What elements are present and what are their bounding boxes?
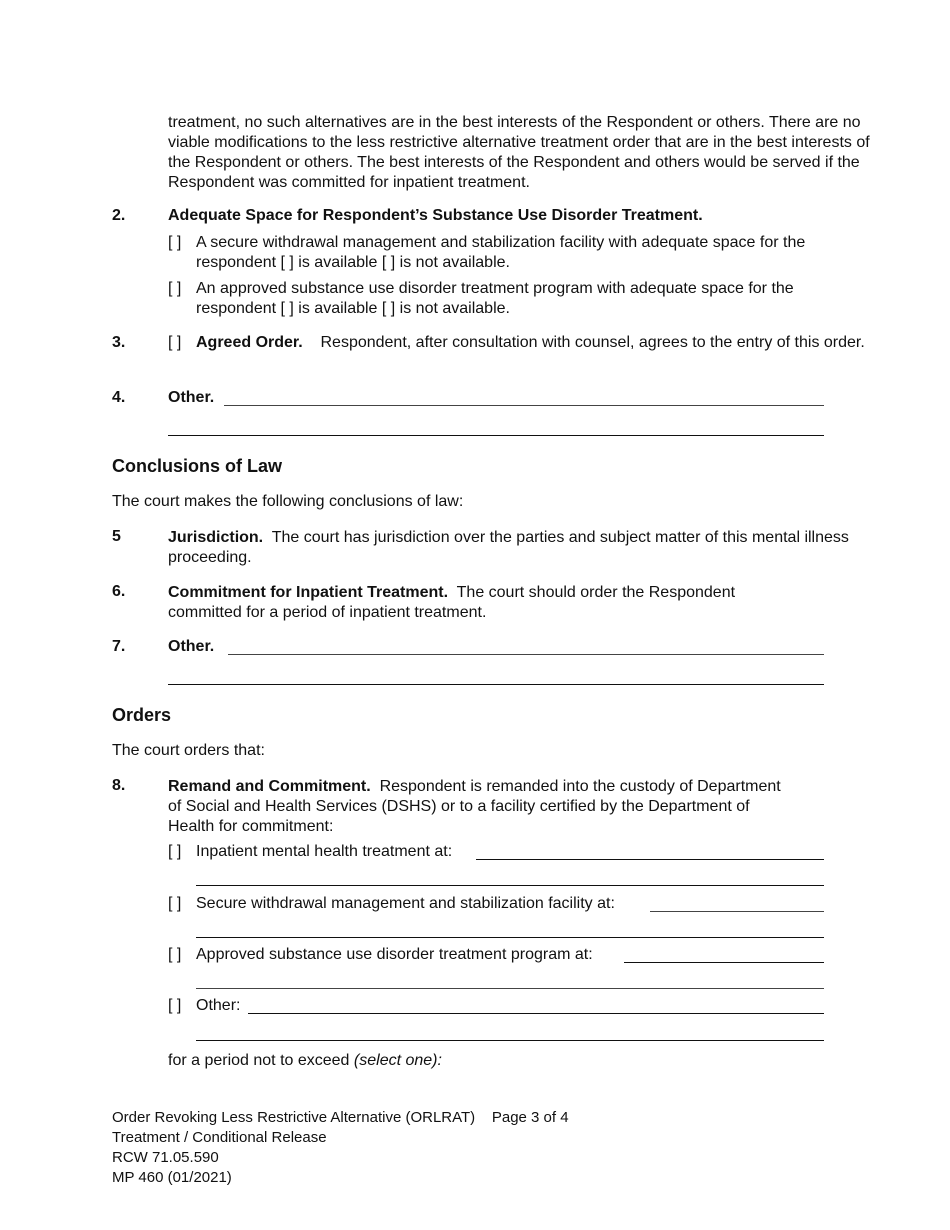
inpatient-label: Inpatient mental health treatment at: (196, 843, 453, 860)
item-2-title: Adequate Space for Respondent’s Substance Use Disorder Treatment. (168, 207, 703, 224)
sud-program-blank-line-2[interactable] (196, 988, 824, 989)
other-label: Other: (196, 997, 241, 1014)
item-6-text (168, 583, 808, 623)
item-8-title: Remand and Commitment. (168, 778, 371, 795)
item-4-number: 4. (112, 389, 126, 406)
footer-line-1 (112, 1108, 569, 1128)
item-8-body: Respondent is remanded into the custody of Department of Social and Health Services (DSHS) or to a facility certified by the Department of Health for commitment: (168, 778, 781, 835)
footer-page-number: Page 3 of 4 (491, 1109, 569, 1126)
withdrawal-checkbox[interactable]: [ ] (168, 895, 182, 912)
footer-line-4: MP 460 (01/2021) (112, 1169, 232, 1186)
item-3-title: Agreed Order. (196, 334, 303, 351)
inpatient-checkbox[interactable]: [ ] (168, 843, 182, 860)
footer-form-title: Order Revoking Less Restrictive Alternative (ORLRAT) (112, 1109, 476, 1126)
item-6-number: 6. (112, 583, 126, 600)
item-4-title: Other. (168, 389, 215, 406)
item-8-number: 8. (112, 777, 126, 794)
period-line (168, 1052, 442, 1070)
item-2-option-1-checkbox[interactable]: [ ] (168, 234, 182, 251)
footer-line-2: Treatment / Conditional Release (112, 1129, 327, 1146)
item-2-option-2-checkbox[interactable]: [ ] (168, 280, 182, 297)
item-5-number: 5 (112, 528, 121, 545)
withdrawal-label: Secure withdrawal management and stabilization facility at: (196, 895, 615, 912)
item-4-blank-line-1[interactable] (224, 405, 824, 406)
withdrawal-blank-line-2[interactable] (196, 937, 824, 938)
footer-line-3: RCW 71.05.590 (112, 1149, 219, 1166)
conclusions-intro: The court makes the following conclusions of law: (112, 493, 464, 510)
item-3-number: 3. (112, 334, 126, 351)
other-blank-line-2[interactable] (196, 1040, 824, 1041)
item-7-title: Other. (168, 638, 215, 655)
footer (112, 1108, 569, 1188)
inpatient-blank-line-1[interactable] (476, 859, 824, 860)
item-5-text (168, 528, 858, 568)
withdrawal-blank-line-1[interactable] (650, 911, 824, 912)
item-2-number: 2. (112, 207, 126, 224)
item-7-blank-line-1[interactable] (228, 654, 824, 655)
orders-intro: The court orders that: (112, 742, 265, 759)
item-6-body: The court should order the Respondent committed for a period of inpatient treatment. (168, 584, 736, 621)
item-7-number: 7. (112, 638, 126, 655)
item-6-title: Commitment for Inpatient Treatment. (168, 584, 449, 601)
inpatient-blank-line-2[interactable] (196, 885, 824, 886)
item-7-blank-line-2[interactable] (168, 684, 824, 685)
sud-program-checkbox[interactable]: [ ] (168, 946, 182, 963)
item-3-text (196, 333, 868, 353)
orders-heading: Orders (112, 705, 172, 725)
item-4-blank-line-2[interactable] (168, 435, 824, 436)
sud-program-label: Approved substance use disorder treatment program at: (196, 946, 593, 963)
other-checkbox[interactable]: [ ] (168, 997, 182, 1014)
conclusions-heading: Conclusions of Law (112, 456, 283, 476)
sud-program-blank-line-1[interactable] (624, 962, 824, 963)
item-2-option-1-text: A secure withdrawal management and stabilization facility with adequate space for the respondent [ ] is available [ ] is not available. (196, 234, 806, 271)
item-3-checkbox[interactable]: [ ] (168, 334, 182, 351)
item-5-title: Jurisdiction. (168, 529, 264, 546)
item-2-option-2-text: An approved substance use disorder treatment program with adequate space for the respondent [ ] is available [ ] is not available. (196, 280, 794, 317)
other-blank-line-1[interactable] (248, 1013, 824, 1014)
item-3-body: Respondent, after consultation with counsel, agrees to the entry of this order. (320, 334, 865, 351)
period-label: for a period not to exceed (168, 1052, 350, 1069)
period-note: (select one): (353, 1052, 442, 1069)
item-8-text (168, 777, 788, 837)
item-5-body: The court has jurisdiction over the parties and subject matter of this mental illness proceeding. (168, 529, 849, 566)
intro-paragraph: treatment, no such alternatives are in the best interests of the Respondent or others. There are no viable modifications to the less restrictive alternative treatment order that are in the best interests of the Respondent or others. The best interests of the Respondent and others would be served if the Respondent was committed for inpatient treatment. (168, 114, 870, 191)
